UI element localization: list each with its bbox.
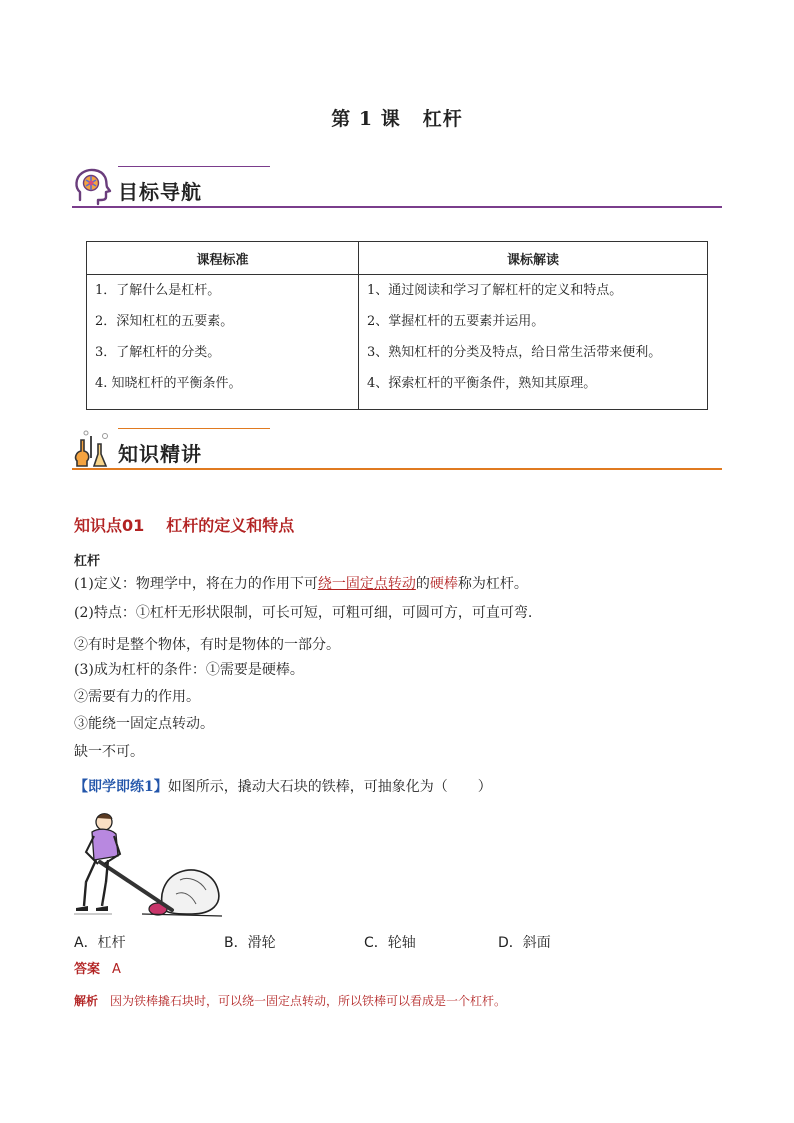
curriculum-table: [86, 241, 708, 410]
exercise-tag: 【即学即练1】: [74, 779, 168, 795]
section-header-goals: [72, 166, 722, 210]
table-cell-interpretation: [359, 275, 708, 410]
page-title: [0, 104, 794, 131]
analysis-label: 解析: [74, 994, 99, 1008]
text-line: 缺一不可。: [74, 744, 144, 760]
option-a: A．杠杆: [74, 935, 126, 951]
knowledge-point-name: 杠杆的定义和特点: [166, 516, 295, 535]
option-d: D．斜面: [498, 935, 551, 951]
answer: [74, 958, 121, 977]
lab-flask-icon: [72, 428, 112, 468]
highlight-text: 绕一固定点转动: [317, 576, 416, 592]
table-header: 课程标准: [87, 242, 359, 275]
answer-label: 答案: [74, 962, 101, 977]
exercise-question: 【即学即练1】如图所示，撬动大石块的铁棒，可抽象化为（ ）: [74, 779, 492, 795]
text-line: (2)特点：①杠杆无形状限制，可长可短，可粗可细，可圆可方，可直可弯.: [74, 605, 533, 621]
lesson-topic: 杠杆: [422, 108, 463, 130]
section-label: 知识精讲: [118, 442, 202, 466]
list-item: 2、掌握杠杆的五要素并运用。: [367, 314, 545, 329]
brain-head-icon: [72, 166, 112, 206]
list-item: 4、探索杠杆的平衡条件，熟知其原理。: [367, 376, 597, 391]
list-item: 3．了解杠杆的分类。: [95, 345, 221, 360]
answer-value: A: [112, 962, 121, 977]
option-b: B．滑轮: [224, 935, 276, 951]
lesson-number: 第 1 课: [331, 108, 401, 130]
text-line: ②需要有力的作用。: [74, 689, 200, 705]
list-item: 3、熟知杠杆的分类及特点，给日常生活带来便利。: [367, 345, 662, 360]
list-item: 4. 知晓杠杆的平衡条件。: [95, 376, 242, 391]
lever-illustration: [72, 810, 222, 922]
analysis: [74, 992, 506, 1009]
text-line: ③能绕一固定点转动。: [74, 716, 214, 732]
text-line: (3)成为杠杆的条件：①需要是硬棒。: [74, 662, 304, 678]
highlight-text: 硬棒: [429, 576, 458, 592]
list-item: 1、通过阅读和学习了解杠杆的定义和特点。: [367, 283, 623, 298]
section-header-knowledge: [72, 428, 722, 472]
table-header: 课标解读: [359, 242, 708, 275]
option-c: C．轮轴: [364, 935, 416, 951]
text-line: ②有时是整个物体，有时是物体的一部分。: [74, 637, 340, 653]
list-item: 2．深知杠杠的五要素。: [95, 314, 234, 329]
section-label: 目标导航: [118, 180, 202, 204]
analysis-text: 因为铁棒撬石块时，可以绕一固定点转动，所以铁棒可以看成是一个杠杆。: [110, 994, 507, 1008]
subheading: 杠杆: [74, 554, 101, 569]
definition-line: (1)定义：物理学中，将在力的作用下可绕一固定点转动的硬棒称为杠杆。: [74, 576, 528, 592]
knowledge-point-title: [74, 513, 294, 536]
table-cell-standards: [87, 275, 359, 410]
knowledge-point-number: 知识点01: [74, 516, 145, 535]
list-item: 1．了解什么是杠杆。: [95, 283, 221, 298]
